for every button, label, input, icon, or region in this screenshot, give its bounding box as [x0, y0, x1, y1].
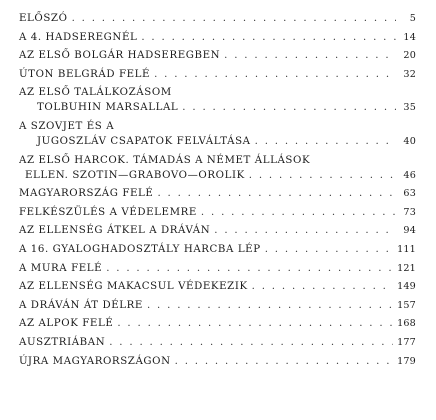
toc-entry-title: A 4. HADSEREGNÉL — [19, 31, 138, 43]
toc-entry[interactable] — [19, 354, 416, 369]
toc-entry[interactable] — [19, 261, 416, 276]
toc-entry-title-line: TOLBUHIN MARSALLAL — [37, 102, 179, 114]
toc-entry-title: A MURA FELÉ — [19, 262, 103, 274]
toc-entry[interactable] — [19, 223, 416, 238]
toc-entry-title-line: ELLEN. SZOTIN—GRABOVO—OROLIK — [25, 169, 245, 181]
toc-entry[interactable] — [19, 48, 416, 63]
toc-entry-page: 20 — [403, 50, 416, 62]
toc-entry-page: 35 — [403, 102, 416, 114]
toc-entry-title: AZ ELLENSÉG ÁTKEL A DRÁVÁN — [19, 225, 211, 237]
toc-entry-page: 14 — [403, 31, 416, 43]
toc-entry-title: ELŐSZÓ — [19, 13, 68, 24]
toc-entry-title-line: AZ ELSŐ TALÁLKOZÁSOM — [19, 87, 172, 99]
toc-entry[interactable] — [19, 67, 416, 82]
dot-leader — [106, 261, 393, 276]
toc-entry-row — [19, 186, 416, 201]
toc-entry-page: 157 — [397, 299, 416, 311]
dot-leader — [214, 223, 396, 238]
dot-leader — [224, 48, 396, 63]
toc-entry-page: 32 — [403, 68, 416, 80]
toc-entry-row — [19, 100, 416, 115]
toc-entry-row — [19, 298, 416, 313]
toc-entry-row — [19, 279, 416, 294]
toc-entry-title-line: JUGOSZLÁV CSAPATOK FELVÁLTÁSA — [37, 135, 251, 147]
dot-leader — [249, 168, 396, 183]
toc-entry-row — [19, 335, 416, 350]
dot-leader — [265, 242, 393, 257]
toc-entry[interactable] — [19, 335, 416, 350]
toc-entry-title: AUSZTRIÁBAN — [19, 336, 106, 348]
toc-entry-page: 111 — [397, 243, 416, 255]
dot-leader — [117, 316, 393, 331]
dot-leader — [182, 100, 396, 115]
toc-entry-page: 177 — [397, 336, 416, 348]
toc-entry-row — [19, 316, 416, 331]
toc-entry[interactable] — [19, 205, 416, 220]
dot-leader — [72, 11, 396, 26]
toc-entry[interactable] — [19, 186, 416, 201]
toc-entry-page: 73 — [403, 206, 416, 218]
toc-entry-row — [19, 261, 416, 276]
toc-entry-title-line: AZ ELSŐ HARCOK. TÁMADÁS A NÉMET ÁLLÁSOK — [19, 154, 311, 166]
toc-entry-title: AZ ELLENSÉG MAKACSUL VÉDEKEZIK — [19, 281, 248, 293]
toc-entry-row — [19, 242, 416, 257]
toc-entry-row — [19, 48, 416, 63]
toc-entry[interactable] — [19, 119, 416, 149]
toc-entry[interactable] — [19, 11, 416, 26]
toc-entry-title: A 16. GYALOGHADOSZTÁLY HARCBA LÉP — [19, 243, 261, 255]
toc-entry-page: 40 — [403, 135, 416, 147]
toc-entry-row — [19, 30, 416, 45]
toc-entry[interactable] — [19, 242, 416, 257]
toc-entry-row — [19, 134, 416, 149]
toc-entry-title: A DRÁVÁN ÁT DÉLRE — [19, 299, 143, 311]
toc-entry-page: 168 — [397, 318, 416, 330]
toc-entry-title: AZ ELSŐ BOLGÁR HADSEREGBEN — [19, 50, 221, 62]
toc-entry-row — [19, 205, 416, 220]
toc-entry-page: 5 — [409, 13, 416, 24]
toc-entry[interactable] — [19, 279, 416, 294]
toc-entry-row — [19, 354, 416, 369]
toc-entry[interactable] — [19, 85, 416, 115]
toc-entry-row — [19, 11, 416, 26]
toc-entry-page: 94 — [403, 225, 416, 237]
toc-entry-title-line: A SZOVJET ÉS A — [19, 120, 115, 132]
dot-leader — [141, 30, 396, 45]
dot-leader — [255, 134, 396, 149]
dot-leader — [154, 67, 396, 82]
toc-entry[interactable] — [19, 316, 416, 331]
toc-entry[interactable] — [19, 298, 416, 313]
toc-entry[interactable] — [19, 153, 416, 183]
toc-entry[interactable] — [19, 30, 416, 45]
dot-leader — [175, 354, 393, 369]
toc-entry-page: 121 — [397, 262, 416, 274]
dot-leader — [201, 205, 396, 220]
toc-entry-row — [19, 67, 416, 82]
toc-entry-title: MAGYARORSZÁG FELÉ — [19, 188, 154, 200]
table-of-contents — [19, 11, 416, 369]
toc-entry-title: FELKÉSZÜLÉS A VÉDELEMRE — [19, 206, 197, 218]
dot-leader — [147, 298, 393, 313]
dot-leader — [157, 186, 396, 201]
toc-entry-page: 46 — [403, 169, 416, 181]
toc-entry-page: 179 — [397, 355, 416, 367]
toc-entry-title: ÚTON BELGRÁD FELÉ — [19, 68, 151, 80]
toc-entry-page: 63 — [403, 188, 416, 200]
toc-entry-row — [19, 223, 416, 238]
dot-leader — [109, 335, 393, 350]
toc-entry-page: 149 — [397, 281, 416, 293]
toc-entry-title: ÚJRA MAGYARORSZÁGON — [19, 355, 171, 367]
dot-leader — [252, 279, 393, 294]
toc-entry-title: AZ ALPOK FELÉ — [19, 318, 114, 330]
toc-entry-row — [19, 168, 416, 183]
